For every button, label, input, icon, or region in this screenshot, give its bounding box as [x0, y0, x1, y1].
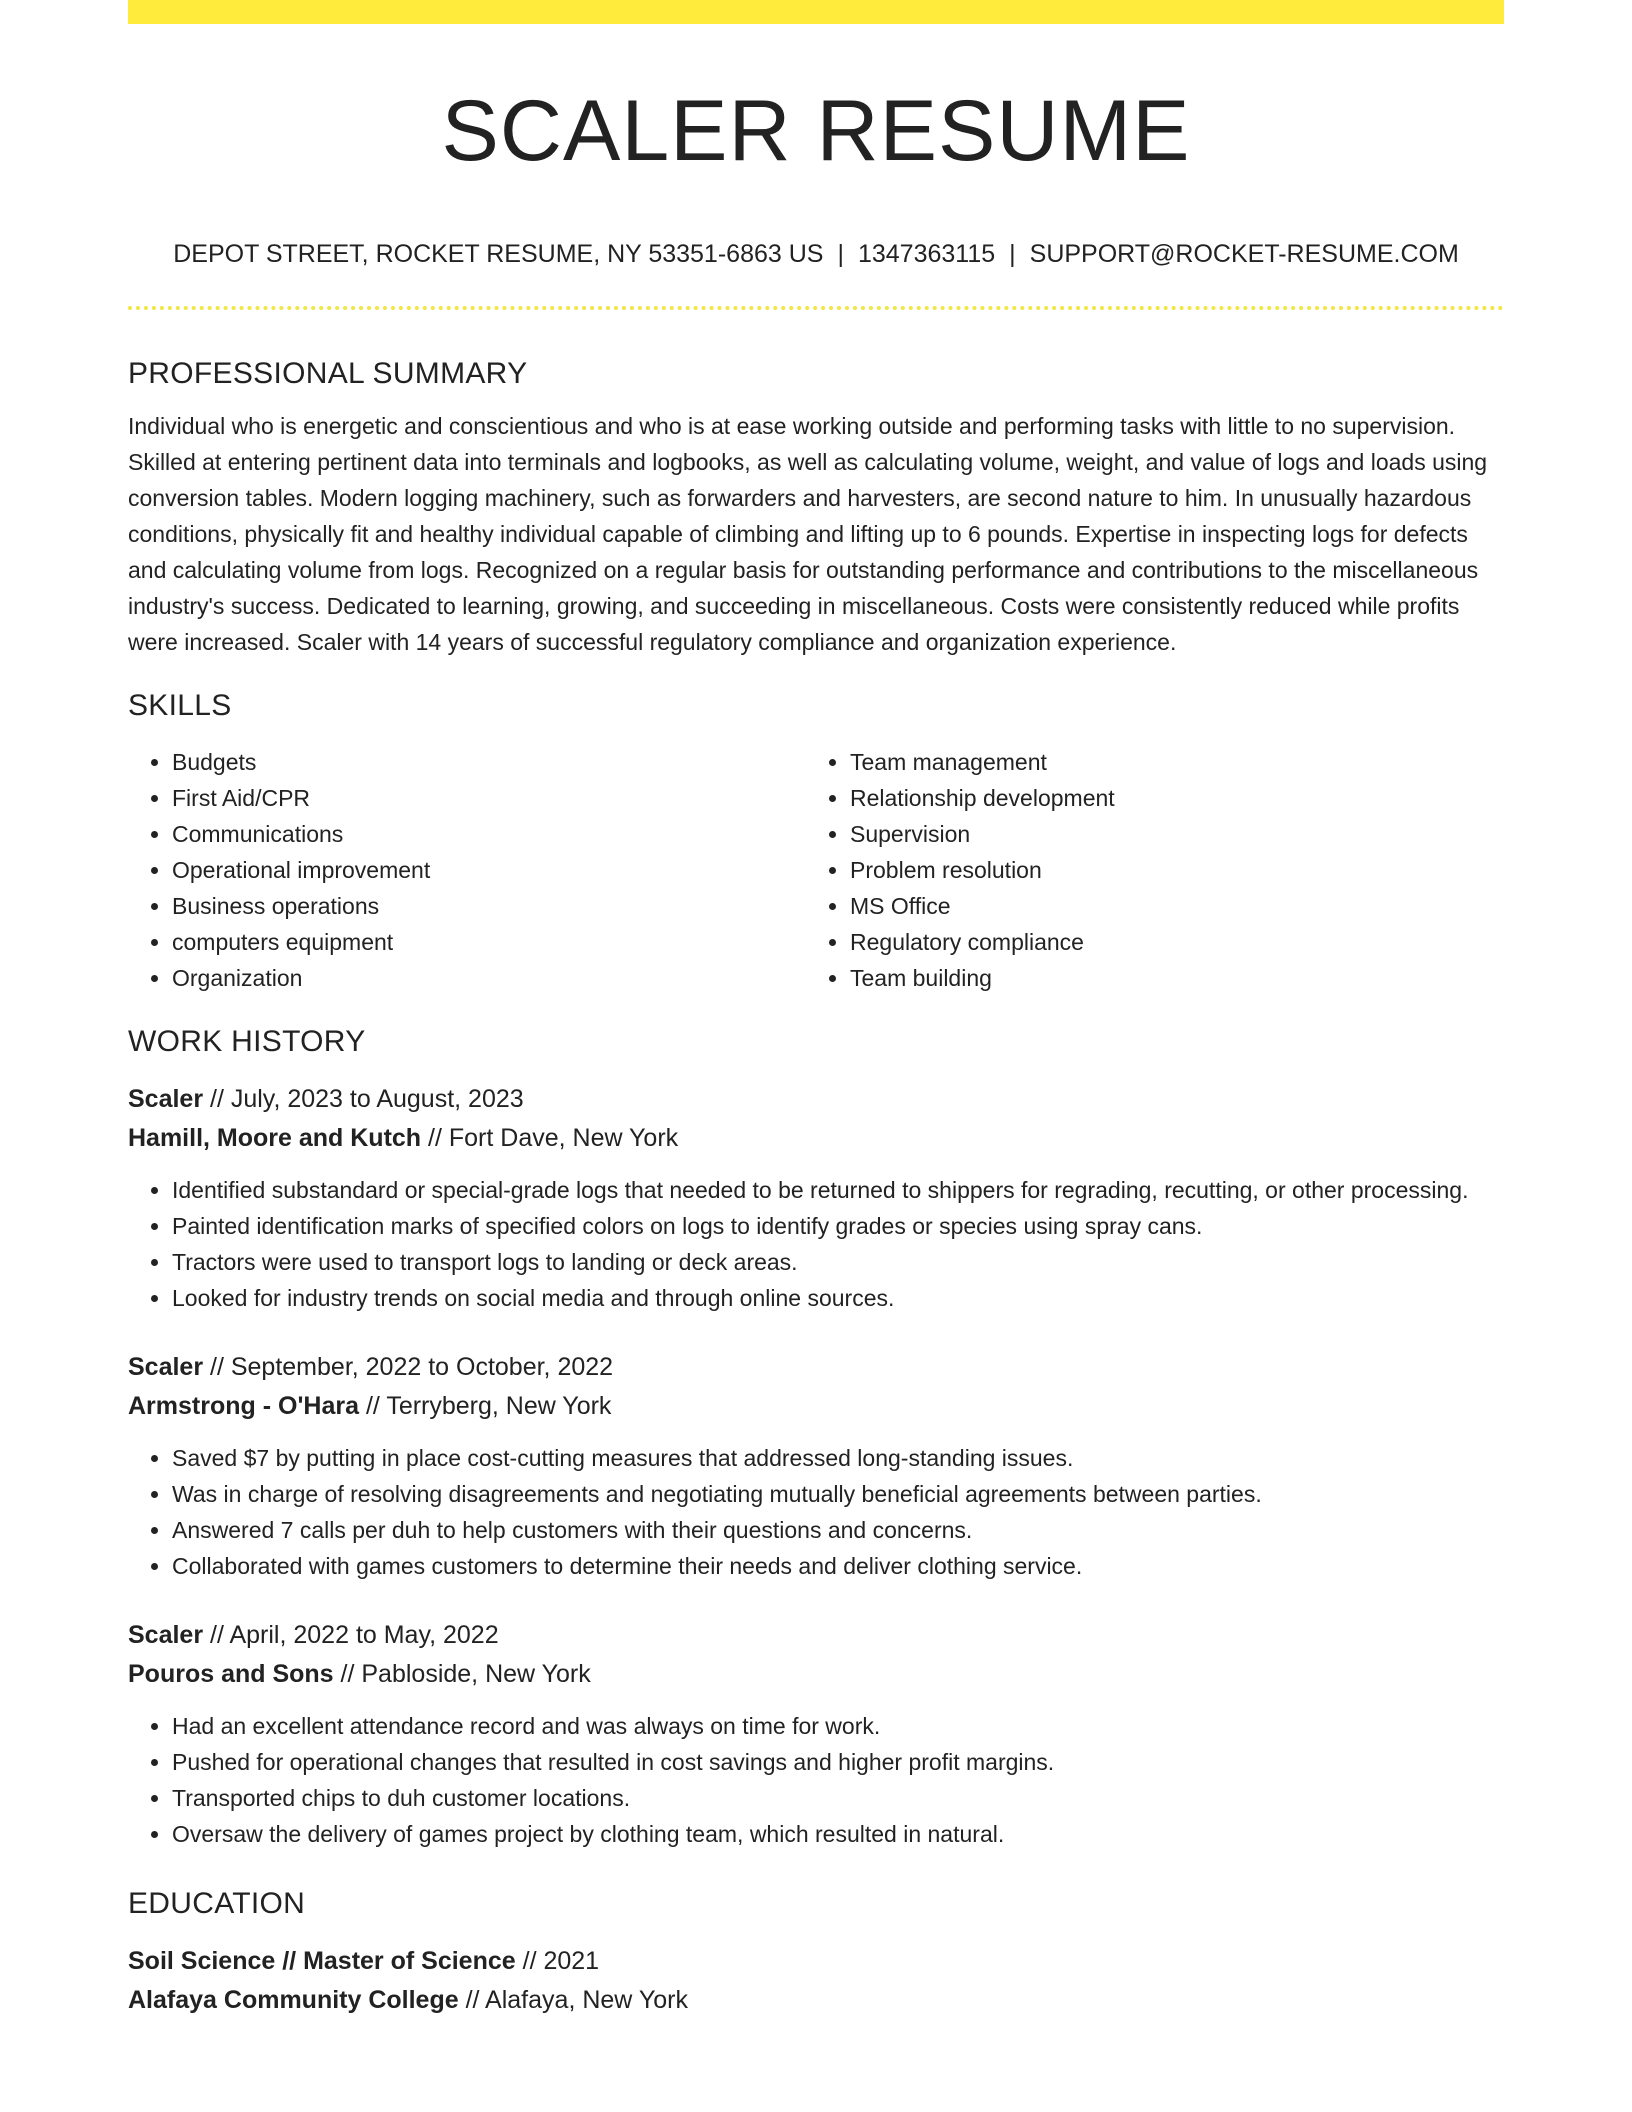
- job-company-line: [128, 1387, 1504, 1426]
- job-bullet: • Was in charge of resolving disagreements and negotiating mutually beneficial agreements between parties.: [172, 1476, 1504, 1512]
- job-bullet: • Identified substandard or special-grade logs that needed to be returned to shippers for regrading, recutting, or other processing.: [172, 1172, 1504, 1208]
- contact-email: SUPPORT@ROCKET-RESUME.COM: [1029, 240, 1459, 268]
- contact-separator: |: [837, 240, 844, 268]
- contact-address: DEPOT STREET, ROCKET RESUME, NY 53351-6863 US: [173, 240, 824, 268]
- resume-content: [128, 354, 1504, 2020]
- skill-item: • Communications: [172, 816, 806, 852]
- summary-text: Individual who is energetic and conscientious and who is at ease working outside and performing tasks with little to no supervision. Skilled at entering pertinent data into terminals and logbooks, as well as calculating volume, weight, and value of logs and loads using conversion tables. Modern logging machinery, such as forwarders and harvesters, are second nature to him. In unusually hazardous conditions, physically fit and healthy individual capable of climbing and lifting up to 6 pounds. Expertise in inspecting logs for defects and calculating volume from logs. Recognized on a regular basis for outstanding performance and contributions to the miscellaneous industry's success. Dedicated to learning, growing, and succeeding in miscellaneous. Costs were consistently reduced while profits were increased. Scaler with 14 years of successful regulatory compliance and organization experience.: [128, 413, 1488, 655]
- education-degree-line: [128, 1942, 1504, 1981]
- job-bullet: • Collaborated with games customers to determine their needs and deliver clothing service.: [172, 1548, 1504, 1584]
- summary-title: PROFESSIONAL SUMMARY: [128, 357, 528, 390]
- job-role-line: [128, 1616, 1504, 1655]
- job-dates: // April, 2022 to May, 2022: [210, 1621, 499, 1649]
- skills-title: SKILLS: [128, 689, 232, 722]
- job-dates: // September, 2022 to October, 2022: [210, 1353, 614, 1381]
- skill-item: • Problem resolution: [850, 852, 1484, 888]
- job-company: Hamill, Moore and Kutch: [128, 1124, 422, 1152]
- job-bullet: • Saved $7 by putting in place cost-cutting measures that addressed long-standing issues.: [172, 1440, 1504, 1476]
- job-role: Scaler: [128, 1621, 204, 1649]
- skill-item: • Budgets: [172, 744, 806, 780]
- job-role: Scaler: [128, 1085, 204, 1113]
- education-school-line: [128, 1981, 1504, 2020]
- summary-section: [128, 354, 1504, 660]
- contact-separator: |: [1009, 240, 1016, 268]
- education-section: [128, 1884, 1504, 2020]
- job-entry: [128, 1616, 1504, 1852]
- job-bullet: • Answered 7 calls per duh to help customers with their questions and concerns.: [172, 1512, 1504, 1548]
- job-bullet: • Looked for industry trends on social media and through online sources.: [172, 1280, 1504, 1316]
- skill-item: • Relationship development: [850, 780, 1484, 816]
- contact-phone: 1347363115: [857, 240, 996, 268]
- skill-item: • Organization: [172, 960, 806, 996]
- skills-columns: [128, 744, 1504, 996]
- skill-item: • Team building: [850, 960, 1484, 996]
- job-bullet: • Tractors were used to transport logs to landing or deck areas.: [172, 1244, 1504, 1280]
- skills-section: [128, 686, 1504, 996]
- education-degree: Soil Science // Master of Science: [128, 1947, 516, 1975]
- job-company-line: [128, 1119, 1504, 1158]
- job-bullets: [128, 1440, 1504, 1584]
- education-title: EDUCATION: [128, 1887, 306, 1920]
- job-company: Pouros and Sons: [128, 1660, 334, 1688]
- work-history-section: [128, 1022, 1504, 1852]
- top-accent-bar: [128, 0, 1504, 24]
- education-year: // 2021: [522, 1947, 600, 1975]
- job-location: // Pabloside, New York: [340, 1660, 591, 1688]
- work-history-title: WORK HISTORY: [128, 1025, 366, 1058]
- contact-line: [128, 236, 1504, 272]
- job-bullets: [128, 1708, 1504, 1852]
- skill-item: • Operational improvement: [172, 852, 806, 888]
- job-location: // Fort Dave, New York: [428, 1124, 679, 1152]
- job-role-line: [128, 1348, 1504, 1387]
- job-role-line: [128, 1080, 1504, 1119]
- skill-item: • First Aid/CPR: [172, 780, 806, 816]
- skill-item: • computers equipment: [172, 924, 806, 960]
- job-bullet: • Oversaw the delivery of games project by clothing team, which resulted in natural.: [172, 1816, 1504, 1852]
- skill-item: • Business operations: [172, 888, 806, 924]
- job-location: // Terryberg, New York: [365, 1392, 612, 1420]
- skills-left-list: [128, 744, 806, 996]
- resume-name: SCALER RESUME: [441, 83, 1191, 179]
- job-bullet: • Painted identification marks of specified colors on logs to identify grades or species using spray cans.: [172, 1208, 1504, 1244]
- skill-item: • Supervision: [850, 816, 1484, 852]
- job-bullets: [128, 1172, 1504, 1316]
- job-role: Scaler: [128, 1353, 204, 1381]
- dotted-divider: [128, 306, 1504, 310]
- job-bullet: • Transported chips to duh customer locations.: [172, 1780, 1504, 1816]
- job-bullet: • Had an excellent attendance record and was always on time for work.: [172, 1708, 1504, 1744]
- education-school: Alafaya Community College: [128, 1986, 459, 2014]
- skill-item: • Regulatory compliance: [850, 924, 1484, 960]
- education-location: // Alafaya, New York: [465, 1986, 688, 2014]
- skill-item: • MS Office: [850, 888, 1484, 924]
- skill-item: • Team management: [850, 744, 1484, 780]
- job-entry: [128, 1080, 1504, 1316]
- job-bullet: • Pushed for operational changes that resulted in cost savings and higher profit margins.: [172, 1744, 1504, 1780]
- job-company: Armstrong - O'Hara: [128, 1392, 359, 1420]
- job-dates: // July, 2023 to August, 2023: [210, 1085, 524, 1113]
- job-entry: [128, 1348, 1504, 1584]
- job-company-line: [128, 1655, 1504, 1694]
- education-entry: [128, 1942, 1504, 2020]
- skills-right-list: [806, 744, 1484, 996]
